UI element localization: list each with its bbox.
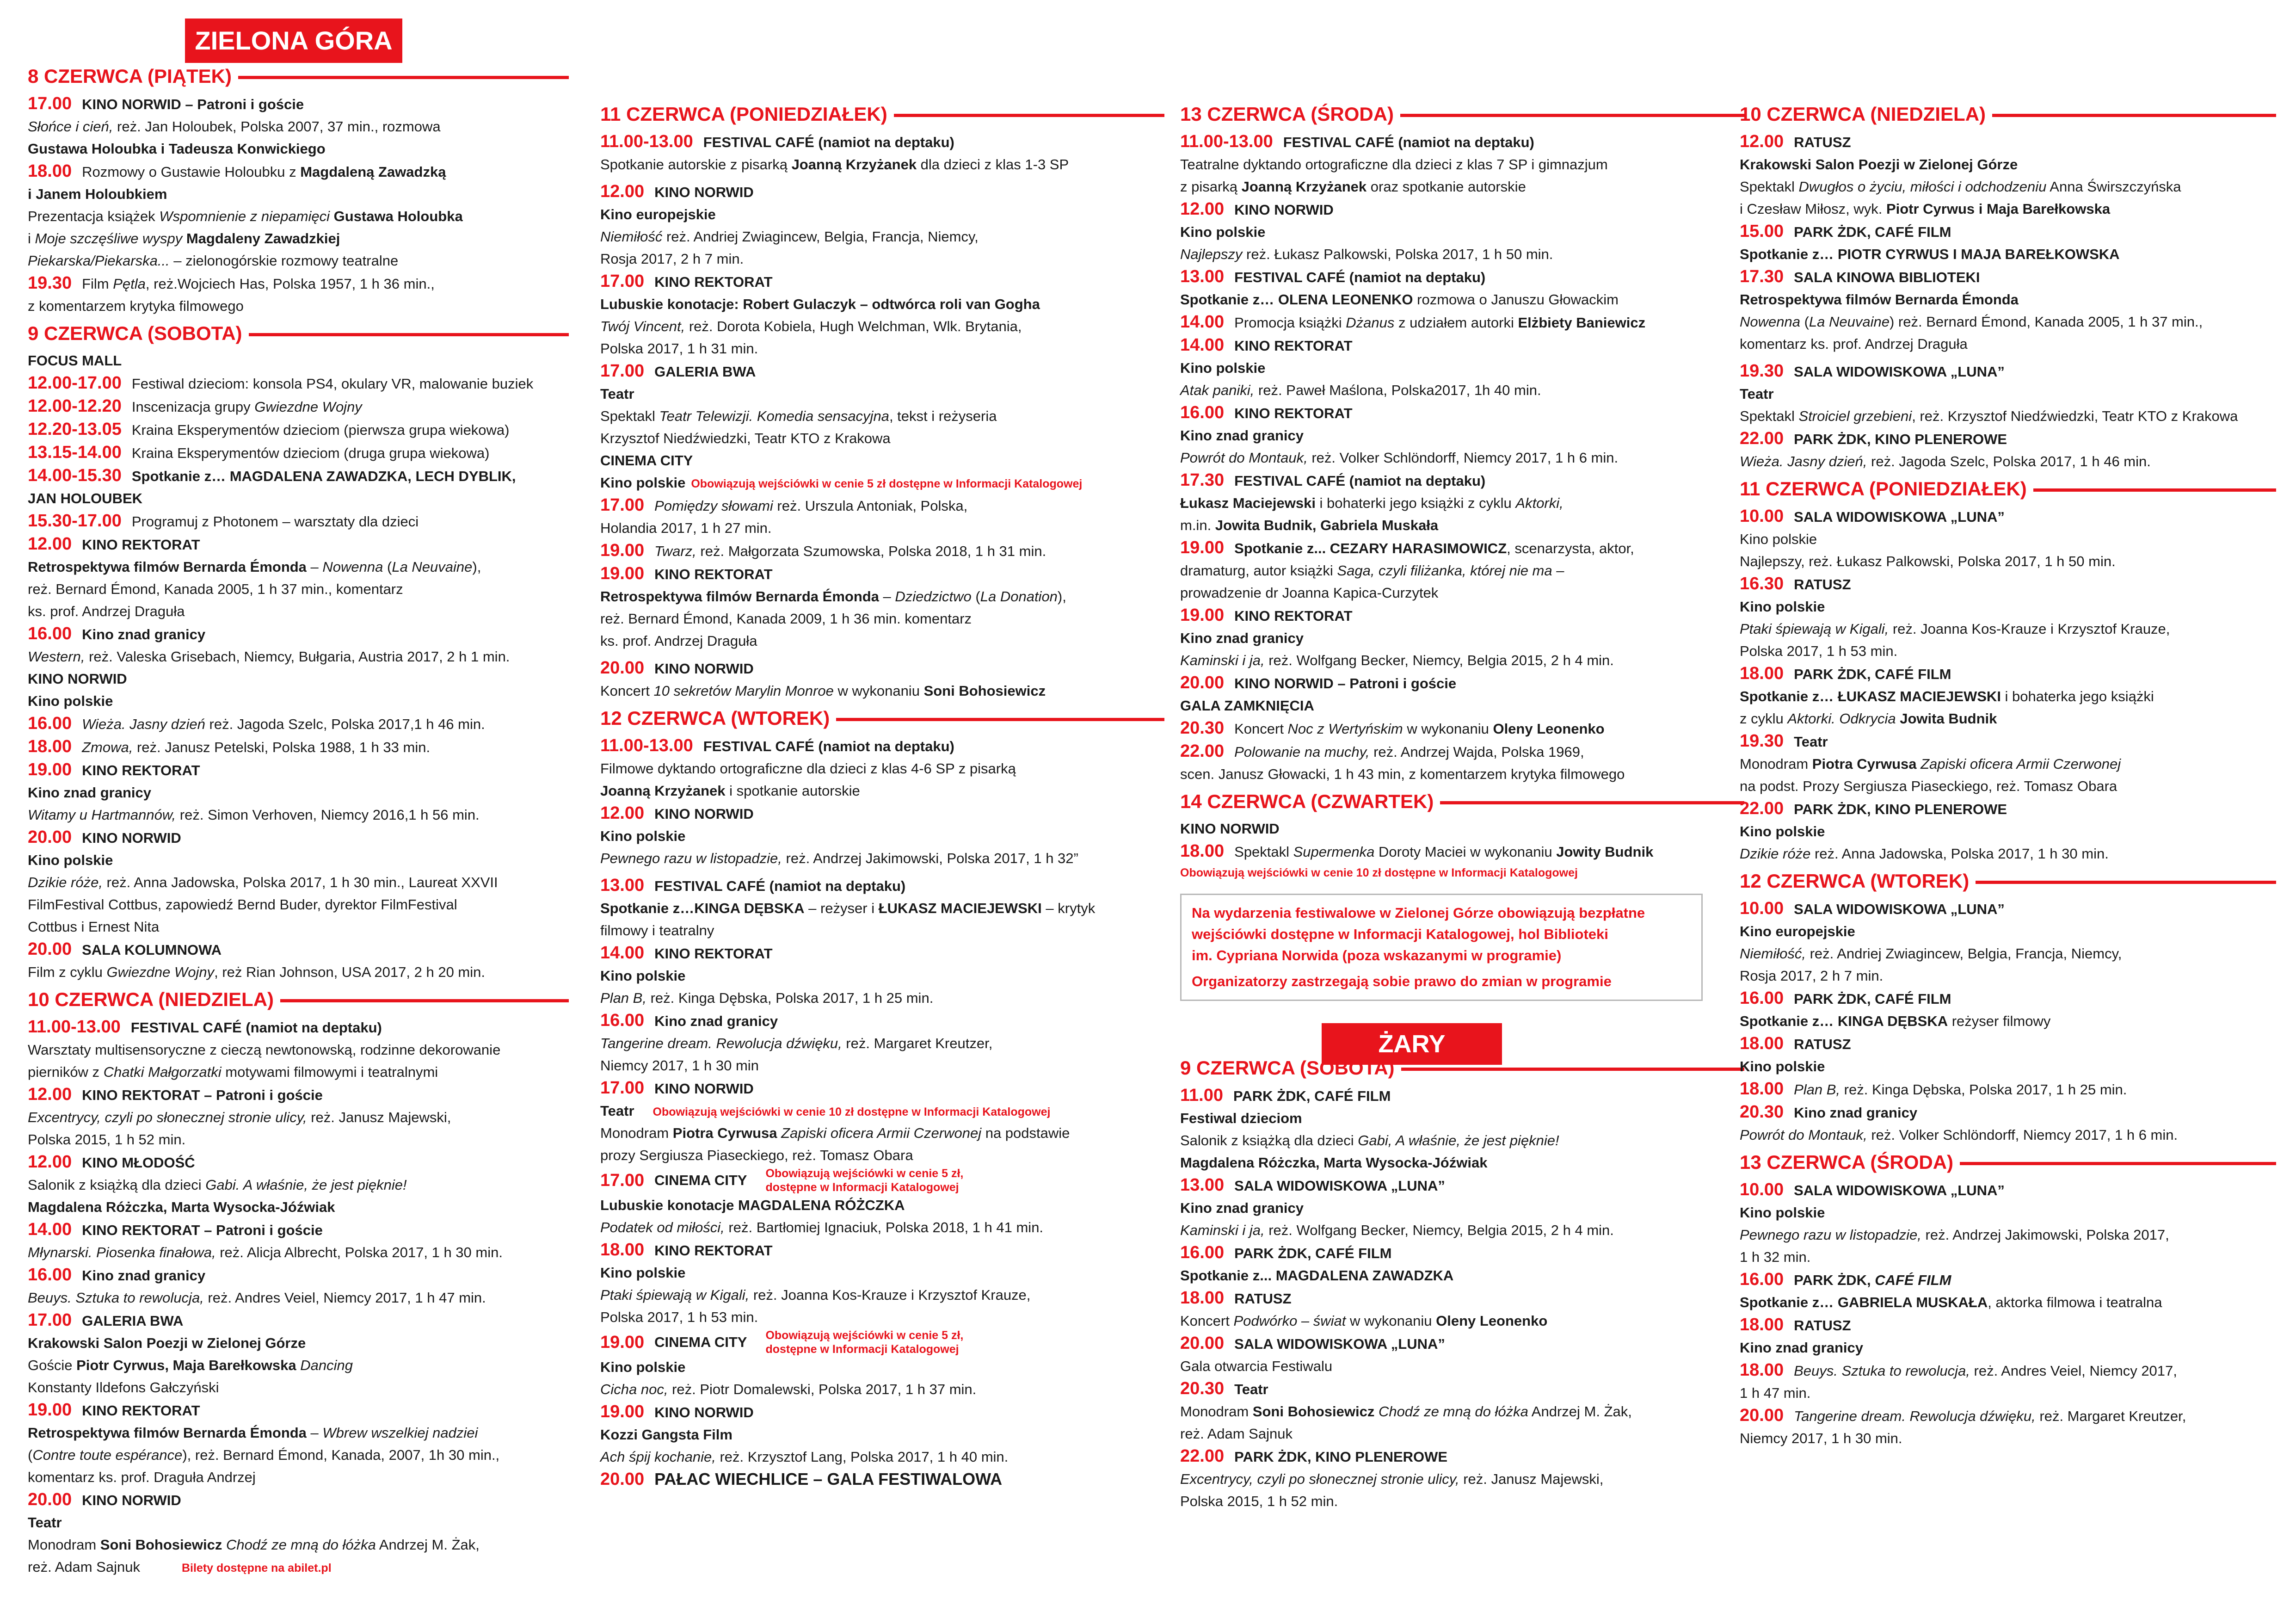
event-line: 19.00 KINO NORWID	[600, 1402, 754, 1421]
event-line: 17.00 CINEMA CITY Obowiązują wejściówki w cenie 5 zł, dostępne w Informacji Katalogowej	[600, 1167, 964, 1194]
event-line: 12.00 RATUSZ	[1740, 132, 1851, 151]
event-desc: Młynarski. Piosenka finałowa, reż. Alicja Albrecht, Polska 2017, 1 h 30 min.	[28, 1244, 503, 1260]
event-line: 18.00 RATUSZ	[1740, 1034, 1851, 1053]
ticket-note: Obowiązują wejściówki w cenie 5 zł, dostępne w Informacji Katalogowej	[765, 1329, 964, 1356]
event-line: 19.00 KINO REKTORAT	[28, 760, 200, 779]
event-line: 22.00 Polowanie na muchy, reż. Andrzej Wajda, Polska 1969,	[1180, 741, 1584, 761]
event-desc: FilmFestival Cottbus, zapowiedź Bernd Buder, dyrektor FilmFestival	[28, 896, 457, 913]
event-line: 10.00 SALA WIDOWISKOWA „LUNA”	[1740, 1180, 2005, 1199]
event-line: 17.00 KINO NORWID	[600, 1078, 754, 1098]
event-desc: Kino polskie	[1740, 1058, 1825, 1075]
event-line: 22.00 PARK ŻDK, KINO PLENEROWE	[1180, 1446, 1448, 1466]
event-line: 20.00 PAŁAC WIECHLICE – GALA FESTIWALOWA	[600, 1470, 1003, 1489]
event-desc: Kino polskie	[600, 968, 686, 984]
event-line: 16.00 Kino znad granicy	[28, 624, 206, 643]
event-line: 16.00 Wieża. Jasny dzień reż. Jagoda Szelc, Polska 2017,1 h 46 min.	[28, 714, 485, 733]
event-desc: Wieża. Jasny dzień, reż. Jagoda Szelc, Polska 2017, 1 h 46 min.	[1740, 453, 2151, 469]
event-desc: Rosja 2017, 2 h 7 min.	[600, 251, 744, 267]
event-desc: Kino polskie	[1740, 531, 1817, 547]
venue: FOCUS MALL	[28, 352, 122, 369]
event-line: 20.00 KINO NORWID	[28, 1490, 181, 1509]
event-desc: GALA ZAMKNIĘCIA	[1180, 698, 1314, 714]
event-line: 13.00 SALA WIDOWISKOWA „LUNA”	[1180, 1175, 1445, 1195]
event-desc: Kino polskie	[1740, 823, 1825, 840]
event-line: 12.00 KINO MŁODOŚĆ	[28, 1152, 195, 1172]
event-line: 11.00-13.00 FESTIVAL CAFÉ (namiot na deptaku)	[28, 1017, 382, 1037]
event-line: 12.00 KINO NORWID	[1180, 199, 1334, 219]
event-desc: Kino polskie	[28, 852, 113, 868]
title-zary: ŻARY	[1322, 1023, 1502, 1065]
event-desc: Ptaki śpiewają w Kigali, reż. Joanna Kos-Krauze i Krzysztof Krauze,	[1740, 621, 2170, 637]
event-desc: Niemcy 2017, 1 h 30 min.	[1740, 1430, 1902, 1446]
event-line: 12.00 KINO NORWID	[600, 182, 754, 201]
event-desc: Holandia 2017, 1 h 27 min.	[600, 520, 772, 536]
event-desc: Najlepszy reż. Łukasz Palkowski, Polska 2017, 1 h 50 min.	[1180, 246, 1553, 262]
event-line: 16.00 PARK ŻDK, CAFÉ FILM	[1180, 1243, 1392, 1262]
event-desc: komentarz ks. prof. Draguła Andrzej	[28, 1469, 256, 1485]
event-desc: Nowenna (La Neuvaine) reż. Bernard Émond, Kanada 2005, 1 h 37 min.,	[1740, 314, 2203, 330]
event-desc: Lubuskie konotacje: Robert Gulaczyk – odtwórca roli van Gogha	[600, 296, 1040, 312]
event-line: 19.30 Film Pętla, reż.Wojciech Has, Polska 1957, 1 h 36 min.,	[28, 273, 435, 293]
event-desc: Kino europejskie	[600, 206, 716, 222]
event-line: 20.00 KINO NORWID – Patroni i goście	[1180, 673, 1457, 692]
event-desc: 1 h 47 min.	[1740, 1385, 1811, 1401]
event-desc: Monodram Piotra Cyrwusa Zapiski oficera Armii Czerwonej	[1740, 756, 2121, 772]
event-line: 10.00 SALA WIDOWISKOWA „LUNA”	[1740, 506, 2005, 526]
event-desc: Powrót do Montauk, reż. Volker Schlöndorff, Niemcy 2017, 1 h 6 min.	[1740, 1127, 2178, 1143]
event-desc: Teatr	[1740, 386, 1774, 402]
event-desc: Twój Vincent, reż. Dorota Kobiela, Hugh Welchman, Wlk. Brytania,	[600, 318, 1022, 334]
event-desc: Polska 2015, 1 h 52 min.	[1180, 1493, 1338, 1509]
event-line: 16.00 PARK ŻDK, CAFÉ FILM	[1740, 988, 1951, 1008]
event-desc: Polska 2015, 1 h 52 min.	[28, 1131, 186, 1148]
event-desc: reż. Bernard Émond, Kanada 2005, 1 h 37 min., komentarz	[28, 581, 403, 597]
event-line: 18.00 Rozmowy o Gustawie Holoubku z Magdaleną Zawadzką	[28, 161, 446, 181]
event-desc: Niemcy 2017, 1 h 30 min	[600, 1057, 759, 1074]
event-desc: Film z cyklu Gwiezdne Wojny, reż Rian Johnson, USA 2017, 2 h 20 min.	[28, 964, 485, 980]
event-desc: Spotkanie z… GABRIELA MUSKAŁA, aktorka filmowa i teatralna	[1740, 1294, 2162, 1310]
event-desc: Kaminski i ja, reż. Wolfgang Becker, Niemcy, Belgia 2015, 2 h 4 min.	[1180, 1222, 1614, 1238]
event-line: 17.00 Pomiędzy słowami reż. Urszula Antoniak, Polska,	[600, 495, 968, 515]
event-desc: Prezentacja książek Wspomnienie z niepamięci Gustawa Holoubka	[28, 208, 463, 224]
event-desc: Spotkanie autorskie z pisarką Joanną Krzyżanek dla dzieci z klas 1-3 SP	[600, 156, 1069, 173]
venue: CINEMA CITY	[600, 452, 693, 469]
event-line: 15.00 PARK ŻDK, CAFÉ FILM	[1740, 222, 1951, 241]
event-desc: Słońce i cień, reż. Jan Holoubek, Polska 2007, 37 min., rozmowa	[28, 118, 441, 135]
event-desc: reż. Adam Sajnuk Bilety dostępne na abilet.pl	[28, 1559, 332, 1575]
event-desc: Najlepszy, reż. Łukasz Palkowski, Polska 2017, 1 h 50 min.	[1740, 553, 2116, 569]
event-desc: Cicha noc, reż. Piotr Domalewski, Polska 2017, 1 h 37 min.	[600, 1381, 977, 1397]
event-desc: Krakowski Salon Poezji w Zielonej Górze	[28, 1335, 306, 1351]
info-box	[1180, 894, 1703, 1001]
event-desc: Polska 2017, 1 h 53 min.	[1740, 643, 1898, 659]
event-desc: Spektakl Dwugłos o życiu, miłości i odchodzeniu Anna Świrszczyńska	[1740, 179, 2181, 195]
event-line: 20.30 Teatr	[1180, 1379, 1268, 1398]
event-desc: Monodram Soni Bohosiewicz Chodź ze mną do łóżka Andrzej M. Żak,	[28, 1537, 480, 1553]
event-desc: Powrót do Montauk, reż. Volker Schlöndorff, Niemcy 2017, 1 h 6 min.	[1180, 450, 1619, 466]
event-desc: dramaturg, autor książki Saga, czyli filiżanka, której nie ma –	[1180, 562, 1564, 579]
event-desc: Monodram Soni Bohosiewicz Chodź ze mną do łóżka Andrzej M. Żak,	[1180, 1403, 1632, 1420]
event-line: 20.00 SALA WIDOWISKOWA „LUNA”	[1180, 1334, 1445, 1353]
event-desc: Kino polskie	[1180, 224, 1266, 240]
event-desc: Salonik z książką dla dzieci Gabi. A właśnie, że jest pięknie!	[28, 1177, 407, 1193]
event-line: 15.30-17.00 Programuj z Photonem – warsztaty dla dzieci	[28, 511, 419, 531]
event-line: 17.00 GALERIA BWA	[28, 1310, 184, 1330]
event-desc: (Contre toute espérance), reż. Bernard Émond, Kanada, 2007, 1h 30 min.,	[28, 1447, 500, 1463]
event-line: 17.00 GALERIA BWA	[600, 361, 756, 381]
event-desc: Kino polskie	[1740, 599, 1825, 615]
event-desc: Koncert 10 sekretów Marylin Monroe w wykonaniu Soni Bohosiewicz	[600, 683, 1046, 699]
event-line: 18.00 PARK ŻDK, CAFÉ FILM	[1740, 664, 1951, 683]
event-desc: ks. prof. Andrzej Draguła	[600, 633, 757, 649]
event-line: 19.30 SALA WIDOWISKOWA „LUNA”	[1740, 361, 2005, 381]
event-desc: Atak paniki, reż. Paweł Maślona, Polska2017, 1h 40 min.	[1180, 382, 1541, 398]
event-line: 14.00 KINO REKTORAT – Patroni i goście	[28, 1220, 323, 1239]
event-desc: Dzikie róże reż. Anna Jadowska, Polska 2017, 1 h 30 min.	[1740, 846, 2109, 862]
event-desc: Polska 2017, 1 h 53 min.	[600, 1309, 758, 1325]
event-desc: Teatralne dyktando ortograficzne dla dzieci z klas 7 SP i gimnazjum	[1180, 156, 1608, 173]
event-desc: Spotkanie z… ŁUKASZ MACIEJEWSKI i bohaterka jego książki	[1740, 688, 2154, 704]
venue: KINO NORWID	[1180, 821, 1280, 837]
event-desc: Kino znad granicy	[28, 784, 151, 801]
event-desc: Teatr	[28, 1514, 62, 1531]
event-line: 16.30 RATUSZ	[1740, 574, 1851, 593]
event-line: 19.00 KINO REKTORAT	[1180, 605, 1353, 625]
day-header: 11 CZERWCA (PONIEDZIAŁEK)	[600, 102, 1164, 127]
event-desc: Witamy u Hartmannów, reż. Simon Verhoven, Niemcy 2016,1 h 56 min.	[28, 807, 480, 823]
event-desc: Kino polskie	[1740, 1204, 1825, 1221]
event-desc: Pewnego razu w listopadzie, reż. Andrzej Jakimowski, Polska 2017,	[1740, 1227, 2169, 1243]
event-line: 12.00 KINO REKTORAT	[28, 534, 200, 554]
event-line: 19.00 Twarz, reż. Małgorzata Szumowska, Polska 2018, 1 h 31 min.	[600, 541, 1046, 560]
event-line: 20.30 Koncert Noc z Wertyńskim w wykonaniu Oleny Leonenko	[1180, 718, 1605, 738]
event-line: 20.00 Tangerine dream. Rewolucja dźwięku, reż. Margaret Kreutzer,	[1740, 1406, 2186, 1425]
event-desc: Retrospektywa filmów Bernarda Émonda – Nowenna (La Neuvaine),	[28, 559, 481, 575]
event-desc: Kino znad granicy	[1740, 1340, 1863, 1356]
event-desc: Warsztaty multisensoryczne z cieczą newtonowską, rodzinne dekorowanie	[28, 1042, 501, 1058]
event-desc: Kino znad granicy	[1180, 427, 1304, 444]
event-desc: Gala otwarcia Festiwalu	[1180, 1358, 1333, 1374]
event-desc: Monodram Piotra Cyrwusa Zapiski oficera Armii Czerwonej na podstawie	[600, 1125, 1070, 1141]
column-2	[600, 98, 1164, 1490]
event-desc: i Janem Holoubkiem	[28, 186, 167, 202]
event-line: 18.00 RATUSZ	[1180, 1288, 1292, 1308]
event-desc: Cottbus i Ernest Nita	[28, 919, 160, 935]
ticket-note: Obowiązują wejściówki w cenie 10 zł dostępne w Informacji Katalogowej	[1180, 866, 1578, 879]
event-desc: Retrospektywa filmów Bernarda Émonda – Dziedzictwo (La Donation),	[600, 588, 1066, 605]
column-1	[28, 60, 569, 1578]
event-desc: na podst. Prozy Sergiusza Piaseckiego, reż. Tomasz Obara	[1740, 778, 2117, 794]
event-line: 12.20-13.05 Kraina Eksperymentów dzieciom (pierwsza grupa wiekowa)	[28, 420, 510, 439]
event-desc: Ptaki śpiewają w Kigali, reż. Joanna Kos-Krauze i Krzysztof Krauze,	[600, 1287, 1031, 1303]
event-desc: scen. Janusz Głowacki, 1 h 43 min, z komentarzem krytyka filmowego	[1180, 766, 1625, 782]
event-line: 13.15-14.00 Kraina Eksperymentów dzieciom (druga grupa wiekowa)	[28, 443, 490, 462]
event-line: 16.00 PARK ŻDK, CAFÉ FILM	[1740, 1270, 1951, 1289]
event-desc: komentarz ks. prof. Andrzej Draguła	[1740, 336, 1968, 352]
event-line: 18.00 Zmowa, reż. Janusz Petelski, Polska 1988, 1 h 33 min.	[28, 737, 431, 756]
event-line: 13.00 FESTIVAL CAFÉ (namiot na deptaku)	[600, 876, 906, 895]
event-desc: Ach śpij kochanie, reż. Krzysztof Lang, Polska 2017, 1 h 40 min.	[600, 1449, 1009, 1465]
event-desc: Piekarska/Piekarska... – zielonogórskie rozmowy teatralne	[28, 253, 399, 269]
event-desc: Kino polskie Obowiązują wejściówki w cenie 5 zł dostępne w Informacji Katalogowej	[600, 475, 1083, 491]
event-desc: Koncert Podwórko – świat w wykonaniu Oleny Leonenko	[1180, 1313, 1548, 1329]
event-desc: Niemiłość, reż. Andriej Zwiagincew, Belgia, Francja, Niemcy,	[1740, 945, 2122, 962]
day-header: 12 CZERWCA (WTOREK)	[600, 706, 1164, 731]
event-line: 16.00 Kino znad granicy	[28, 1265, 206, 1285]
event-line: 20.00 KINO NORWID	[28, 828, 181, 847]
event-desc: Kino znad granicy	[1180, 1200, 1304, 1216]
event-line: 13.00 FESTIVAL CAFÉ (namiot na deptaku)	[1180, 267, 1486, 286]
event-desc: Spektakl Stroiciel grzebieni, reż. Krzysztof Niedźwiedzki, Teatr KTO z Krakowa	[1740, 408, 2238, 424]
venue: KINO NORWID	[28, 671, 127, 687]
event-line: 14.00-15.30 Spotkanie z… MAGDALENA ZAWADZKA, LECH DYBLIK,	[28, 466, 516, 485]
event-desc: ks. prof. Andrzej Draguła	[28, 603, 185, 619]
event-desc: Spotkanie z... MAGDALENA ZAWADZKA	[1180, 1267, 1454, 1284]
day-header: 13 CZERWCA (ŚRODA)	[1740, 1150, 2276, 1175]
event-desc: prowadzenie dr Joanna Kapica-Curzytek	[1180, 585, 1439, 601]
event-desc: Goście Piotr Cyrwus, Maja Barełkowska Dancing	[28, 1357, 353, 1373]
event-desc: filmowy i teatralny	[600, 922, 714, 939]
event-desc: Retrospektywa filmów Bernarda Émonda – Wbrew wszelkiej nadziei	[28, 1425, 478, 1441]
event-line: 22.00 PARK ŻDK, KINO PLENEROWE	[1740, 429, 2007, 448]
day-header: 11 CZERWCA (PONIEDZIAŁEK)	[1740, 476, 2276, 501]
day-header: 14 CZERWCA (CZWARTEK)	[1180, 789, 1744, 814]
event-line: 18.00 Beuys. Sztuka to rewolucja, reż. Andres Veiel, Niemcy 2017,	[1740, 1360, 2177, 1380]
event-desc: Tangerine dream. Rewolucja dźwięku, reż. Margaret Kreutzer,	[600, 1035, 993, 1051]
event-desc: Retrospektywa filmów Bernarda Émonda	[1740, 291, 2019, 308]
event-line: 19.00 KINO REKTORAT	[28, 1400, 200, 1420]
event-desc: Teatr Obowiązują wejściówki w cenie 10 zł dostępne w Informacji Katalogowej	[600, 1103, 1051, 1119]
event-desc: Krzysztof Niedźwiedzki, Teatr KTO z Krakowa	[600, 430, 891, 446]
event-line: 20.00 KINO NORWID	[600, 658, 754, 678]
day-header: 12 CZERWCA (WTOREK)	[1740, 869, 2276, 894]
event-line: 12.00-12.20 Inscenizacja grupy Gwiezdne Wojny	[28, 396, 362, 416]
column-3	[1180, 98, 1744, 1513]
event-desc: i Czesław Miłosz, wyk. Piotr Cyrwus i Maja Barełkowska	[1740, 201, 2111, 217]
event-desc: z komentarzem krytyka filmowego	[28, 298, 244, 314]
event-desc: JAN HOLOUBEK	[28, 490, 143, 506]
event-desc: pierników z Chatki Małgorzatki motywami filmowymi i teatralnymi	[28, 1064, 438, 1080]
event-desc: Polska 2017, 1 h 31 min.	[600, 340, 758, 357]
event-line: 17.30 SALA KINOWA BIBLIOTEKI	[1740, 267, 1980, 286]
event-desc: Spotkanie z… OLENA LEONENKO rozmowa o Januszu Głowackim	[1180, 291, 1619, 308]
event-line: 18.00 KINO REKTORAT	[600, 1240, 773, 1260]
event-desc: Rosja 2017, 2 h 7 min.	[1740, 968, 1884, 984]
event-desc: Kino polskie	[600, 828, 686, 844]
event-line: 11.00-13.00 FESTIVAL CAFÉ (namiot na deptaku)	[600, 132, 954, 151]
event-desc: Joanną Krzyżanek i spotkanie autorskie	[600, 783, 860, 799]
column-4	[1740, 98, 2276, 1450]
event-line: 14.00 KINO REKTORAT	[1180, 335, 1353, 355]
event-line: 19.00 KINO REKTORAT	[600, 564, 773, 583]
day-header: 10 CZERWCA (NIEDZIELA)	[28, 987, 569, 1012]
event-desc: Kino znad granicy	[1180, 630, 1304, 646]
event-desc: Salonik z książką dla dzieci Gabi, A właśnie, że jest pięknie!	[1180, 1132, 1559, 1149]
event-desc: Western, reż. Valeska Grisebach, Niemcy, Bułgaria, Austria 2017, 2 h 1 min.	[28, 648, 510, 665]
event-line: 12.00-17.00 Festiwal dzieciom: konsola PS4, okulary VR, malowanie buziek	[28, 373, 534, 393]
event-line: 14.00 Promocja książki Dżanus z udziałem autorki Elżbiety Baniewicz	[1180, 312, 1646, 332]
event-desc: Excentrycy, czyli po słonecznej stronie ulicy, reż. Janusz Majewski,	[28, 1109, 451, 1125]
event-desc: Magdalena Różczka, Marta Wysocka-Jóźwiak	[28, 1199, 335, 1215]
event-line: 16.00 Kino znad granicy	[600, 1011, 778, 1030]
event-line: 11.00-13.00 FESTIVAL CAFÉ (namiot na deptaku)	[600, 736, 954, 755]
event-desc: Konstanty Ildefons Gałczyński	[28, 1379, 219, 1396]
event-desc: z pisarką Joanną Krzyżanek oraz spotkanie autorskie	[1180, 179, 1526, 195]
event-line: 18.00 Plan B, reż. Kinga Dębska, Polska 2017, 1 h 25 min.	[1740, 1079, 2127, 1099]
info-line: wejściówki dostępne w Informacji Katalogowej, hol Biblioteki	[1192, 926, 1608, 942]
event-desc: Gustawa Holoubka i Tadeusza Konwickiego	[28, 141, 326, 157]
event-desc: Plan B, reż. Kinga Dębska, Polska 2017, 1 h 25 min.	[600, 990, 934, 1006]
event-line: 18.00 RATUSZ	[1740, 1315, 1851, 1334]
event-desc: Lubuskie konotacje MAGDALENA RÓŻCZKA	[600, 1197, 905, 1213]
ticket-note: Bilety dostępne na abilet.pl	[181, 1562, 332, 1575]
event-line: 12.00 KINO REKTORAT – Patroni i goście	[28, 1085, 323, 1104]
event-desc: Festiwal dzieciom	[1180, 1110, 1302, 1126]
event-line: 20.30 Kino znad granicy	[1740, 1102, 1918, 1122]
event-desc: Kino polskie	[28, 693, 113, 709]
event-desc: Pewnego razu w listopadzie, reż. Andrzej Jakimowski, Polska 2017, 1 h 32”	[600, 850, 1078, 866]
day-header: 10 CZERWCA (NIEDZIELA)	[1740, 102, 2276, 127]
ticket-note: Obowiązują wejściówki w cenie 5 zł dostępne w Informacji Katalogowej	[691, 477, 1083, 490]
event-line: 20.00 SALA KOLUMNOWA	[28, 939, 222, 959]
event-desc: Kino polskie	[600, 1359, 686, 1375]
event-line: 19.30 Teatr	[1740, 731, 1828, 751]
event-desc: Spotkanie z… PIOTR CYRWUS I MAJA BAREŁKOWSKA	[1740, 246, 2120, 262]
info-line: Na wydarzenia festiwalowe w Zielonej Górze obowiązują bezpłatne	[1192, 905, 1645, 921]
ticket-note: Obowiązują wejściówki w cenie 10 zł dostępne w Informacji Katalogowej	[652, 1105, 1051, 1118]
event-line: 17.00 KINO NORWID – Patroni i goście	[28, 94, 304, 113]
info-line: im. Cypriana Norwida (poza wskazanymi w programie)	[1192, 947, 1562, 963]
event-desc: Magdalena Różczka, Marta Wysocka-Jóźwiak	[1180, 1155, 1488, 1171]
event-line: 12.00 KINO NORWID	[600, 803, 754, 823]
event-line: 11.00-13.00 FESTIVAL CAFÉ (namiot na deptaku)	[1180, 132, 1534, 151]
event-desc: Excentrycy, czyli po słonecznej stronie ulicy, reż. Janusz Majewski,	[1180, 1471, 1604, 1487]
event-desc: Spotkanie z… KINGA DĘBSKA reżyser filmowy	[1740, 1013, 2051, 1029]
event-desc: z cyklu Aktorki. Odkrycia Jowita Budnik	[1740, 710, 1997, 727]
event-desc: m.in. Jowita Budnik, Gabriela Muskała	[1180, 517, 1439, 533]
event-desc: Podatek od miłości, reż. Bartłomiej Ignaciuk, Polska 2018, 1 h 41 min.	[600, 1219, 1044, 1235]
event-line: 16.00 KINO REKTORAT	[1180, 403, 1353, 422]
event-desc: Kino polskie	[600, 1265, 686, 1281]
event-line: 18.00 Spektakl Supermenka Doroty Maciei w wykonaniu Jowity Budnik	[1180, 841, 1654, 861]
event-line: 17.30 FESTIVAL CAFÉ (namiot na deptaku)	[1180, 470, 1486, 490]
event-desc: Krakowski Salon Poezji w Zielonej Górze	[1740, 156, 2018, 173]
event-desc: prozy Sergiusza Piaseckiego, reż. Tomasz Obara	[600, 1147, 913, 1163]
event-desc: Beuys. Sztuka to rewolucja, reż. Andres Veiel, Niemcy 2017, 1 h 47 min.	[28, 1290, 486, 1306]
day-header: 8 CZERWCA (PIĄTEK)	[28, 64, 569, 89]
event-desc: Dzikie róże, reż. Anna Jadowska, Polska 2017, 1 h 30 min., Laureat XXVII	[28, 874, 498, 890]
info-line: Organizatorzy zastrzegają sobie prawo do zmian w programie	[1192, 973, 1612, 989]
event-line: 14.00 KINO REKTORAT	[600, 943, 773, 963]
event-line: 11.00 PARK ŻDK, CAFÉ FILM	[1180, 1086, 1391, 1105]
event-line: 10.00 SALA WIDOWISKOWA „LUNA”	[1740, 899, 2005, 918]
day-header: 9 CZERWCA (SOBOTA)	[28, 321, 569, 346]
event-desc: Łukasz Maciejewski i bohaterki jego książki z cyklu Aktorki,	[1180, 495, 1563, 511]
event-line: 19.00 CINEMA CITY Obowiązują wejściówki w cenie 5 zł, dostępne w Informacji Katalogowej	[600, 1329, 964, 1356]
event-desc: Kino polskie	[1180, 360, 1266, 376]
event-desc: Kozzi Gangsta Film	[600, 1427, 733, 1443]
event-desc: reż. Bernard Émond, Kanada 2009, 1 h 36 min. komentarz	[600, 611, 972, 627]
event-desc: Teatr	[600, 386, 634, 402]
event-line: 22.00 PARK ŻDK, KINO PLENEROWE	[1740, 799, 2007, 818]
ticket-note: Obowiązują wejściówki w cenie 5 zł, dostępne w Informacji Katalogowej	[765, 1167, 964, 1194]
title-zielona-gora: ZIELONA GÓRA	[185, 19, 402, 63]
day-header: 9 CZERWCA (SOBOTA)	[1180, 1056, 1744, 1081]
event-desc: Spektakl Teatr Telewizji. Komedia sensacyjna, tekst i reżyseria	[600, 408, 997, 424]
event-desc: 1 h 32 min.	[1740, 1249, 1811, 1265]
day-header: 13 CZERWCA (ŚRODA)	[1180, 102, 1744, 127]
event-desc: Spotkanie z…KINGA DĘBSKA – reżyser i ŁUKASZ MACIEJEWSKI – krytyk	[600, 900, 1096, 916]
event-desc: reż. Adam Sajnuk	[1180, 1426, 1293, 1442]
event-desc: Niemiłość reż. Andriej Zwiagincew, Belgia, Francja, Niemcy,	[600, 228, 979, 245]
event-desc: Kaminski i ja, reż. Wolfgang Becker, Niemcy, Belgia 2015, 2 h 4 min.	[1180, 652, 1614, 668]
event-line: 17.00 KINO REKTORAT	[600, 272, 773, 291]
event-desc: Filmowe dyktando ortograficzne dla dzieci z klas 4-6 SP z pisarką	[600, 760, 1016, 777]
event-desc: i Moje szczęśliwe wyspy Magdaleny Zawadzkiej	[28, 230, 340, 247]
event-desc: Kino europejskie	[1740, 923, 1855, 939]
event-line: 19.00 Spotkanie z... CEZARY HARASIMOWICZ, scenarzysta, aktor,	[1180, 538, 1634, 557]
